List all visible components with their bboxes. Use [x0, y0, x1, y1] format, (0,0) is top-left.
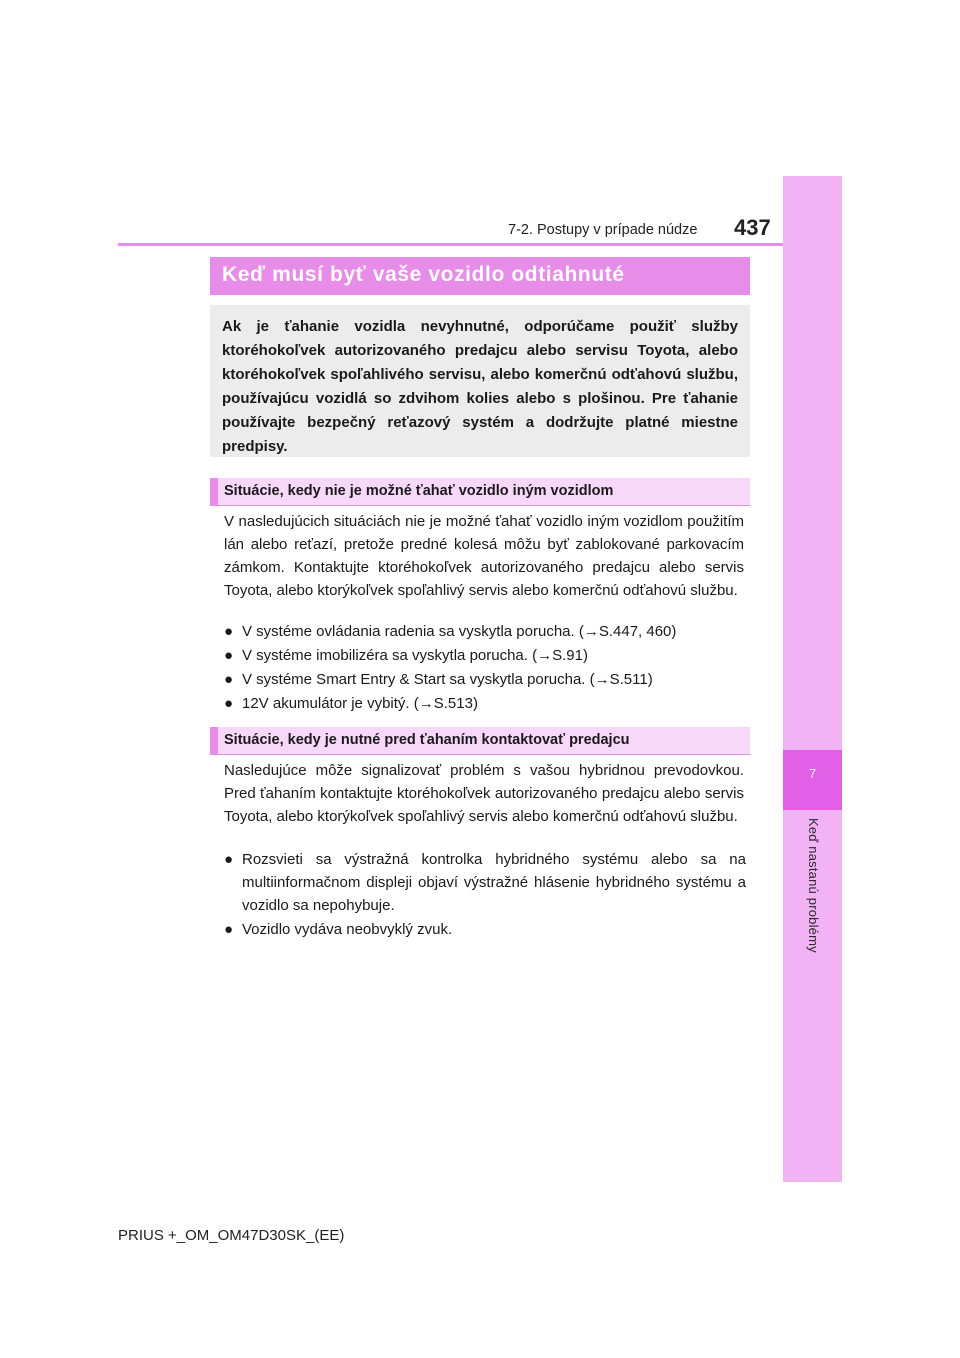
list-item-text: Rozsvieti sa výstražná kontrolka hybridného systému alebo sa na multiinformačnom displeji objaví výstražné hlásenie hybridného systému a vozidlo sa nepohybuje. [242, 851, 746, 914]
list-item-text: Vozidlo vydáva neobvyklý zvuk. [242, 921, 453, 938]
bullet-icon: ● [224, 851, 234, 868]
list-item-text: V systéme imobilizéra sa vyskytla porucha. (→S.91) [242, 647, 588, 664]
list-item [224, 918, 746, 941]
section2-paragraph: Nasledujúce môže signalizovať problém s vašou hybridnou prevodovkou. Pred ťahaním kontaktujte ktoréhokoľvek autorizovaného predajcu alebo servis Toyota, alebo ktorýkoľvek spoľahlivý servis alebo komerčnú odťahovú službu. [224, 762, 744, 825]
list-item [224, 692, 746, 715]
section1-heading-bar [210, 478, 750, 506]
intro-text: Ak je ťahanie vozidla nevyhnutné, odporúčame použiť služby ktoréhokoľvek autorizovaného predajcu alebo servisu Toyota, alebo ktoréhokoľvek spoľahlivého servisu, alebo komerčnú odťahovú službu, používajúcu vozidlá so zdvihom kolies alebo s plošinou. Pre ťahanie používajte bezpečný reťazový systém a dodržujte platné miestne predpisy. [222, 318, 738, 455]
list-item-text: V systéme Smart Entry & Start sa vyskytla porucha. (→S.511) [242, 671, 653, 688]
list-item [224, 848, 746, 917]
section1-paragraph: V nasledujúcich situáciách nie je možné ťahať vozidlo iným vozidlom použitím lán alebo reťazí, pretože predné kolesá môžu byť zablokované parkovacím zámkom. Kontaktujte ktoréhokoľvek autorizovaného predajcu alebo servis Toyota, alebo ktorýkoľvek spoľahlivý servis alebo komerčnú odťahovú službu. [224, 513, 744, 599]
intro-box [210, 305, 750, 457]
chapter-title: Keď nastanú problémy [806, 818, 821, 953]
chapter-side-tab [783, 176, 842, 1182]
page-title-banner [210, 257, 750, 295]
document-code: PRIUS +_OM_OM47D30SK_(EE) [118, 1227, 345, 1244]
chapter-number: 7 [808, 766, 817, 781]
page-title: Keď musí byť vaše vozidlo odtiahnuté [222, 263, 625, 286]
bullet-icon: ● [224, 623, 234, 640]
list-item-text: V systéme ovládania radenia sa vyskytla porucha. (→S.447, 460) [242, 623, 677, 640]
bullet-icon: ● [224, 671, 234, 688]
page-number: 437 [734, 215, 771, 240]
list-item [224, 668, 746, 691]
bullet-icon: ● [224, 695, 234, 712]
section2-heading-bar [210, 727, 750, 755]
bullet-icon: ● [224, 647, 234, 664]
section2-heading: Situácie, kedy je nutné pred ťahaním kontaktovať predajcu [224, 732, 630, 748]
section1-heading: Situácie, kedy nie je možné ťahať vozidlo iným vozidlom [224, 483, 614, 499]
section-title: 7-2. Postupy v prípade núdze [508, 222, 698, 238]
bullet-icon: ● [224, 921, 234, 938]
header-divider [118, 243, 783, 246]
list-item [224, 644, 746, 667]
list-item-text: 12V akumulátor je vybitý. (→S.513) [242, 695, 478, 712]
list-item [224, 620, 746, 643]
